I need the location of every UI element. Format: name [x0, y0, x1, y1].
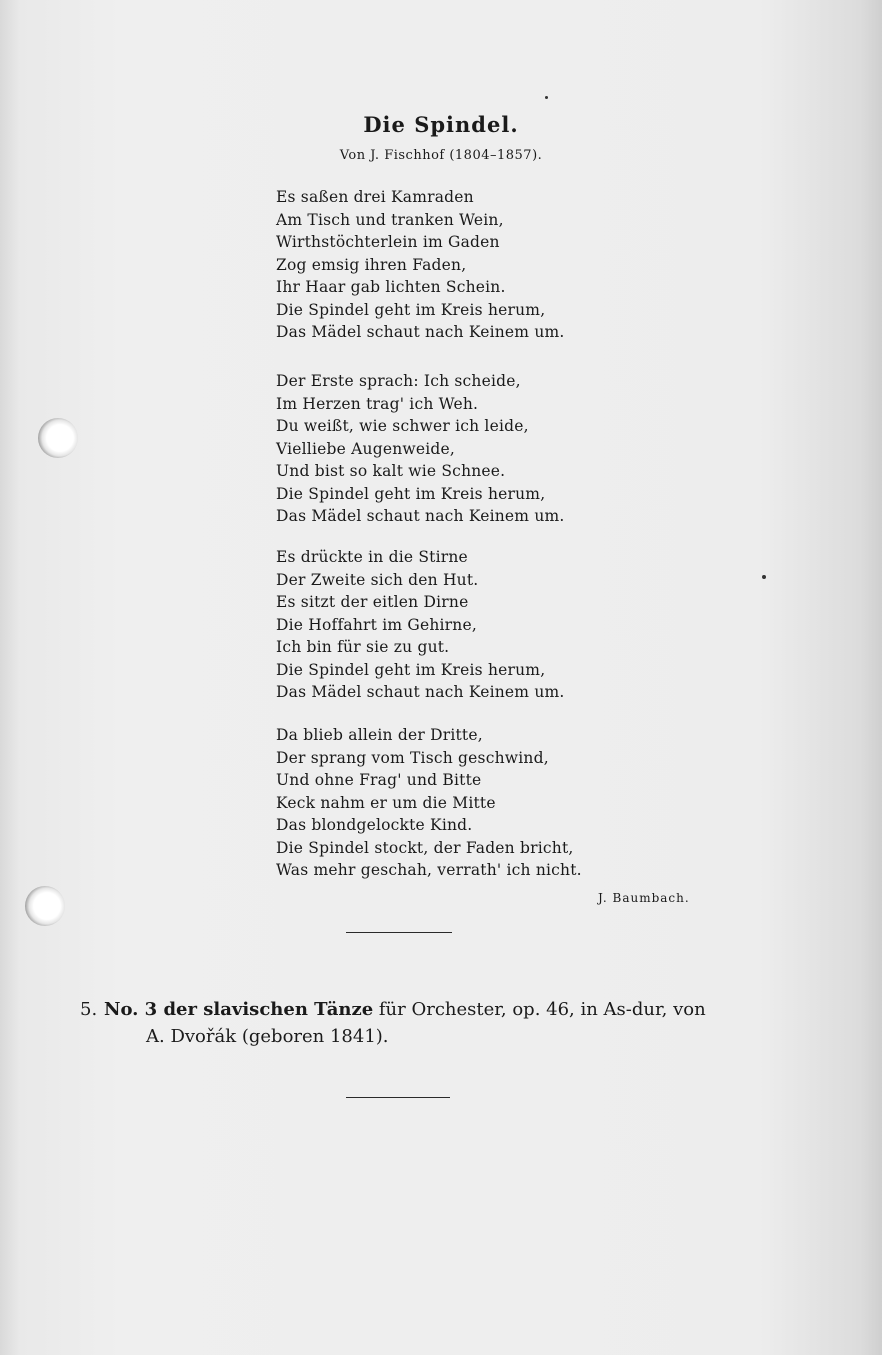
item-text: (geboren 1841).: [236, 1026, 389, 1047]
stanza: [276, 724, 582, 882]
item-number: 5.: [80, 999, 98, 1020]
item-text-continued: [80, 1023, 740, 1050]
poem-title: Die Spindel.: [363, 112, 519, 137]
item-composer: A. Dvořák: [146, 1026, 237, 1047]
item-title: No. 3 der slavischen Tänze: [104, 999, 374, 1020]
verse-line: Ich bin für sie zu gut.: [276, 638, 450, 656]
verse-line: Es saßen drei Kamraden: [276, 188, 474, 206]
verse-line: Der sprang vom Tisch geschwind,: [276, 748, 549, 767]
punch-hole: [38, 418, 78, 458]
verse-line: Die Spindel stockt, der Faden bricht,: [276, 838, 574, 857]
verse-line: Zog emsig ihren Faden,: [276, 255, 467, 274]
ink-speck: [545, 96, 548, 99]
verse-line: Im Herzen trag' ich Weh.: [276, 394, 479, 413]
verse-line: Der Erste sprach: Ich scheide,: [276, 372, 521, 390]
verse-line: Ihr Haar gab lichten Schein.: [276, 278, 506, 296]
verse-line: Die Spindel geht im Kreis herum,: [276, 660, 546, 679]
item-text: für Orchester, op. 46, in As-dur, von: [373, 999, 706, 1020]
verse-line: Vielliebe Augenweide,: [276, 439, 455, 458]
poem-author: J. Baumbach.: [598, 891, 690, 905]
verse-line: Am Tisch und tranken Wein,: [276, 210, 504, 229]
verse-line: Und ohne Frag' und Bitte: [276, 771, 482, 789]
stanza: [276, 370, 565, 528]
poem-byline: Von J. Fischhof (1804–1857).: [339, 148, 543, 163]
verse-line: Die Spindel geht im Kreis herum,: [276, 484, 546, 503]
programme-item: [80, 996, 740, 1050]
ink-speck: [762, 575, 766, 579]
verse-line: Keck nahm er um die Mitte: [276, 793, 496, 812]
divider-rule: [346, 1097, 450, 1098]
divider-rule: [346, 932, 452, 933]
verse-line: Das Mädel schaut nach Keinem um.: [276, 507, 565, 525]
verse-line: Die Hoffahrt im Gehirne,: [276, 615, 477, 634]
verse-line: Die Spindel geht im Kreis herum,: [276, 300, 546, 319]
verse-line: Was mehr geschah, verrath' ich nicht.: [276, 861, 582, 879]
verse-line: Der Zweite sich den Hut.: [276, 570, 479, 589]
verse-line: Und bist so kalt wie Schnee.: [276, 462, 506, 480]
verse-line: Es sitzt der eitlen Dirne: [276, 593, 469, 611]
verse-line: Wirthstöchterlein im Gaden: [276, 233, 500, 251]
verse-line: Das Mädel schaut nach Keinem um.: [276, 323, 565, 341]
verse-line: Du weißt, wie schwer ich leide,: [276, 417, 529, 435]
stanza: [276, 546, 565, 704]
verse-line: Das Mädel schaut nach Keinem um.: [276, 683, 565, 701]
verse-line: Das blondgelockte Kind.: [276, 816, 473, 834]
stanza: [276, 186, 565, 344]
punch-hole: [25, 886, 65, 926]
verse-line: Da blieb allein der Dritte,: [276, 726, 483, 744]
verse-line: Es drückte in die Stirne: [276, 548, 468, 566]
